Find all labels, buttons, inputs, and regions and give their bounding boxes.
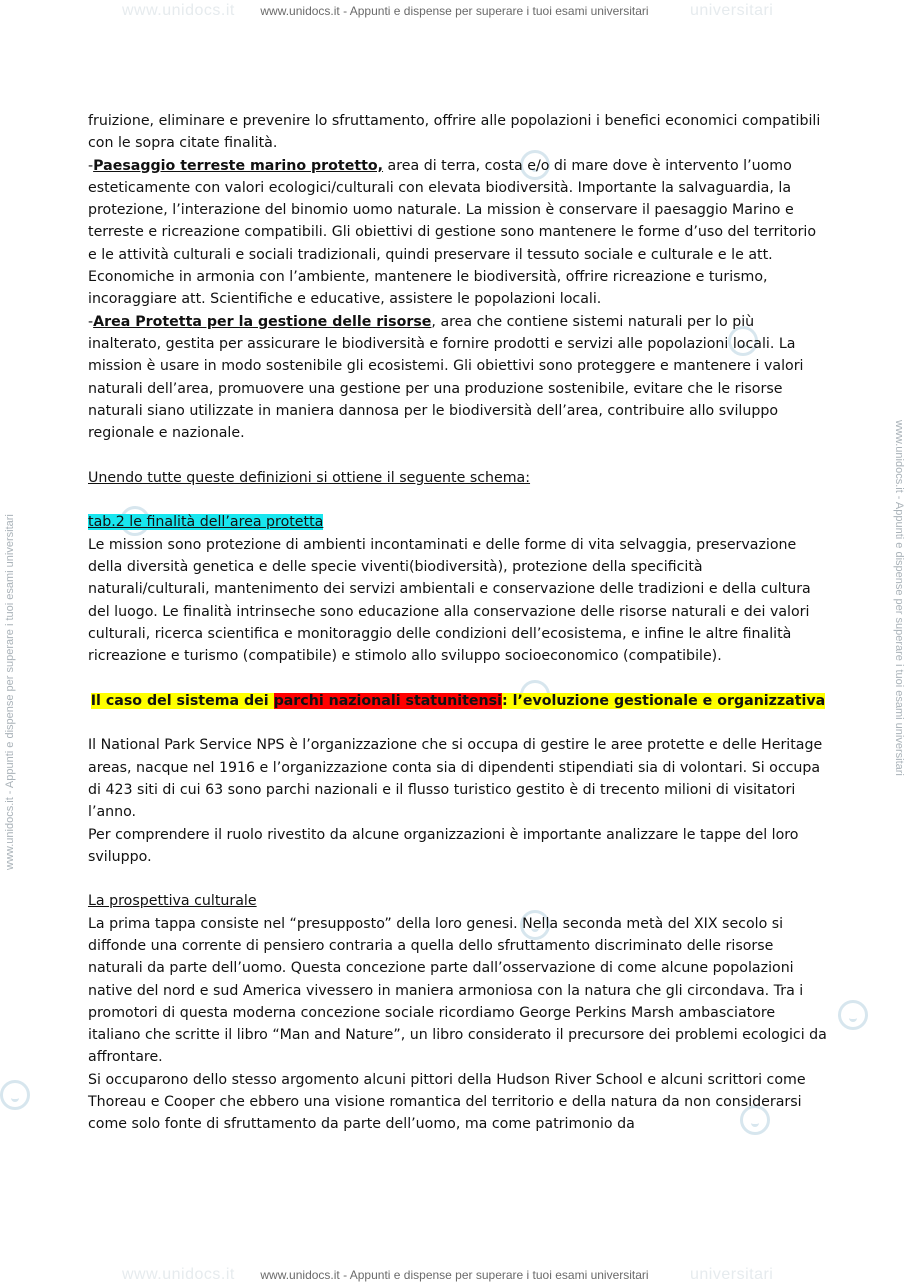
paesaggio-description: area di terra, costa e/o di mare dove è intervento l’uomo esteticamente con valori ecologici/culturali con elevata biodiversità. Importante la salvaguardia, la protezione, l’interazione del binomio uomo naturale. La mission è conservare il paesaggio Marino e terreste e ricreazione compatibili. Gli obiettivi di gestione sono mantenere le forme d’uso del territorio e le attività culturali e sociali tradizionali, quindi preservare il tessuto sociale e culturale e le att. Economiche in armonia con l’ambiente, mantenere le biodiversità, offrire ricreazione e turismo, incoraggiare att. Scientifiche e educative, assistere le popolazioni locali.	[88, 157, 817, 308]
watermark-ghost-top-tail: universitari	[690, 2, 774, 19]
watermark-ghost-top: www.unidocs.it	[122, 2, 235, 19]
blank-line	[88, 868, 828, 890]
blank-line	[88, 712, 828, 734]
paragraph-hudson-river: Si occuparono dello stesso argomento alcuni pittori della Hudson River School e alcuni scrittori come Thoreau e Cooper che ebbero una visione romantica del territorio e della natura da non considerarsi come solo fonte di sfruttamento da parte dell’uomo, ma come patrimonio da	[88, 1071, 806, 1133]
heading-part-3: : l’evoluzione gestionale e organizzativa	[501, 692, 826, 709]
paragraph-tappe: Per comprendere il ruolo rivestito da alcune organizzazioni è importante analizzare le tappe del loro sviluppo.	[88, 826, 799, 865]
paragraph-prima-tappa: La prima tappa consiste nel “presupposto” della loro genesi. Nella seconda metà del XIX secolo si diffonde una corrente di pensiero contraria a quella dello sfruttamento discriminato delle risorse naturali da parte dell’uomo. Questa concezione parte dall’osservazione di come alcune popolazioni native del nord e sud America vivessero in maniera armoniosa con la natura che gli circondava. Tra i promotori di questa moderna concezione sociale ricordiamo George Perkins Marsh ambasciatore italiano che scritte il libro “Man and Nature”, un libro considerato il precursore dei problemi ecologici da affrontare.	[88, 915, 827, 1066]
dash: -	[88, 157, 94, 174]
blank-line	[88, 667, 828, 689]
watermark-ghost-bottom-tail: universitari	[690, 1266, 774, 1283]
paragraph-nps: Il National Park Service NPS è l’organizzazione che si occupa di gestire le aree protette e delle Heritage areas, nacque nel 1916 e l’organizzazione conta sia di dipendenti stipendiati sia di volontari. Si occupa di 423 siti di cui 63 sono parchi nazionali e il flusso turistico gestito è di trecento milioni di visitatori l’anno.	[88, 737, 823, 821]
heading-part-1: Il caso del sistema dei	[90, 692, 274, 709]
section-title-prospettiva: La prospettiva culturale	[88, 893, 257, 910]
section-heading-parchi	[88, 690, 828, 712]
blank-line	[88, 489, 828, 511]
paragraph-fruizione: fruizione, eliminare e prevenire lo sfruttamento, offrire alle popolazioni i benefici economici compatibili con le sopra citate finalità.	[88, 113, 821, 152]
watermark-bottom: www.unidocs.it - Appunti e dispense per superare i tuoi esami universitari	[260, 1268, 649, 1282]
term-area-protetta-risorse: Area Protetta per la gestione delle risorse	[93, 313, 432, 330]
paragraph-area-protetta-risorse	[88, 311, 828, 445]
unidocs-logo-icon	[838, 1000, 868, 1030]
unidocs-logo-icon	[0, 1080, 30, 1110]
dash: -	[88, 313, 94, 330]
paragraph-mission: Le mission sono protezione di ambienti incontaminati e delle forme di vita selvaggia, preservazione della diversità genetica e delle specie viventi(biodiversità), protezione della specificità naturali/culturali, mantenimento dei servizi ambientali e conservazione delle tradizioni e della cultura del luogo. Le finalità intrinseche sono educazione alla conservazione delle risorse naturali e dei valori culturali, ricerca scientifica e monitoraggio delle condizioni dell’ecosistema, e infine le altre finalità ricreazione e turismo (compatibile) e stimolo allo sviluppo socioeconomico (compatibile).	[88, 536, 811, 665]
term-paesaggio-protetto: Paesaggio terreste marino protetto,	[93, 157, 384, 174]
watermark-right: www.unidocs.it - Appunti e dispense per superare i tuoi esami universitari	[893, 420, 905, 776]
table-caption-line	[88, 511, 828, 533]
area-protetta-description: , area che contiene sistemi naturali per lo più inalterato, gestita per assicurare le biodiversità e fornire prodotti e servizi alle popolazioni locali. La mission è usare in modo sostenibile gli ecosistemi. Gli obiettivi sono proteggere e mantenere i valori naturali dell’area, promuovere una gestione per una produzione sostenibile, evitare che le risorse naturali siano utilizzate in maniera dannosa per le biodiversità dell’area, contribuire allo sviluppo regionale e nazionale.	[88, 313, 804, 442]
watermark-top: www.unidocs.it - Appunti e dispense per superare i tuoi esami universitari	[260, 4, 649, 18]
document-body	[88, 110, 828, 1136]
paragraph-paesaggio	[88, 155, 828, 311]
table-caption: tab.2 le finalità dell’area protetta	[88, 514, 324, 531]
blank-line	[88, 444, 828, 466]
watermark-left: www.unidocs.it - Appunti e dispense per superare i tuoi esami universitari	[4, 514, 16, 870]
heading-part-2: parchi nazionali statunitensi	[273, 692, 502, 709]
schema-intro: Unendo tutte queste definizioni si ottiene il seguente schema:	[88, 469, 531, 486]
watermark-ghost-bottom: www.unidocs.it	[122, 1266, 235, 1283]
